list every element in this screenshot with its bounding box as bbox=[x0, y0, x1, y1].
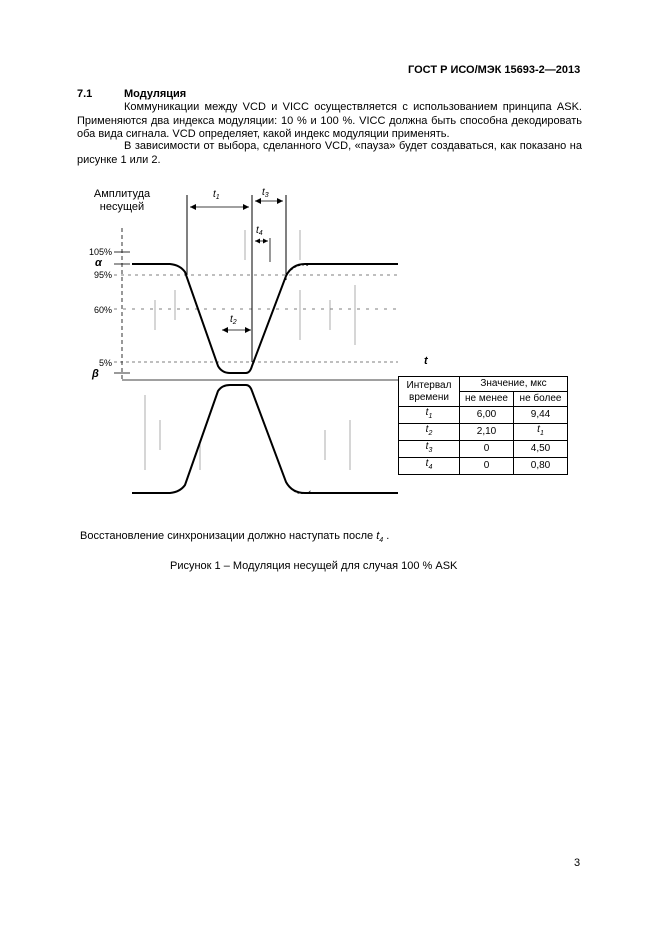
y-label-line1: Амплитуда bbox=[93, 188, 151, 200]
table-header-max: не более bbox=[514, 392, 568, 407]
level-95-label: 95% bbox=[93, 270, 112, 280]
page-number: 3 bbox=[574, 857, 581, 869]
table-header-min: не менее bbox=[460, 392, 514, 407]
timing-table bbox=[398, 376, 568, 475]
alpha-label: α bbox=[95, 257, 102, 269]
time-axis-label: t bbox=[424, 355, 428, 367]
beta-label: β bbox=[92, 368, 99, 380]
level-105-label: 105% bbox=[88, 247, 112, 257]
t4-label: $t_4$ bbox=[256, 225, 263, 237]
figure-caption: Рисунок 1 – Модуляция несущей для случая 100 % ASK bbox=[170, 560, 458, 572]
upper-envelope bbox=[132, 264, 398, 373]
paragraph-1: Коммуникации между VCD и VICC осуществляется с использованием принципа ASK. Применяются два индекса модуляции: 10 % и 100 %. VICC должна быть способна декодировать оба вида сигнала. VCD определяет, какой индекс модуляции применять. bbox=[77, 101, 582, 140]
table-header-interval: Интервал времени bbox=[399, 377, 460, 407]
table-row: $t_2$ 2,10 $t_1$ bbox=[399, 424, 568, 441]
table-row: $t_3$ 0 4,50 bbox=[399, 441, 568, 458]
t1-label: $t_1$ bbox=[213, 189, 220, 201]
level-5-label: 5% bbox=[98, 358, 112, 368]
sync-recovery-text: Восстановление синхронизации должно наступать после $t_4$ . bbox=[80, 530, 390, 544]
table-row: $t_4$ 0 0,80 bbox=[399, 458, 568, 475]
section-title: Модуляция bbox=[124, 88, 187, 100]
lower-envelope bbox=[132, 385, 398, 493]
document-header: ГОСТ Р ИСО/МЭК 15693-2—2013 bbox=[408, 64, 581, 76]
table-header-value: Значение, мкс bbox=[460, 377, 568, 392]
paragraph-2: В зависимости от выбора, сделанного VCD, «пауза» будет создаваться, как показано на рисунке 1 или 2. bbox=[77, 140, 582, 166]
t3-label: $t_3$ bbox=[262, 187, 269, 199]
section-number: 7.1 bbox=[77, 88, 93, 100]
t2-label: $t_2$ bbox=[230, 314, 237, 326]
level-60-label: 60% bbox=[93, 305, 112, 315]
table-row: $t_1$ 6,00 9,44 bbox=[399, 407, 568, 424]
y-label-line2: несущей bbox=[99, 201, 145, 213]
